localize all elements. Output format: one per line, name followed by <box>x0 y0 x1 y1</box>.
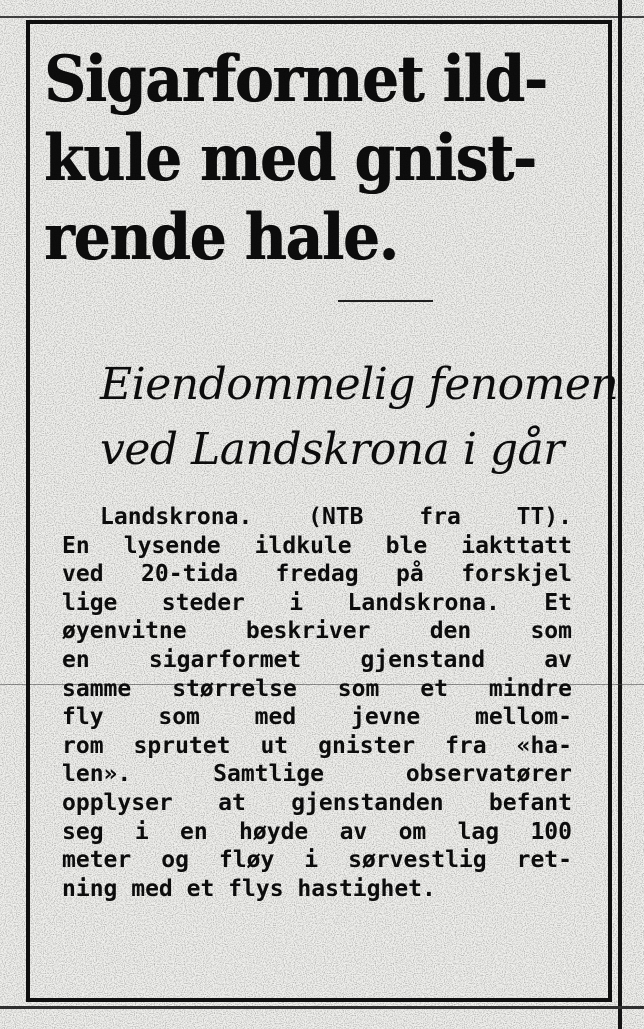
body-line: ning med et flys hastighet. <box>62 875 436 902</box>
headline-line: Sigarformet ild- <box>44 42 547 117</box>
body-line: ved 20-tida fredag på forskjel <box>62 561 572 588</box>
body-line: en sigarformet gjenstand av <box>62 646 572 673</box>
body-line: lige steder i Landskrona. Et <box>62 589 572 616</box>
right-column-rule <box>618 0 622 1029</box>
headline <box>44 40 548 277</box>
article-body <box>62 503 572 903</box>
body-line: rom sprutet ut gnister fra «ha- <box>62 732 572 759</box>
subheadline <box>100 352 619 482</box>
body-line: En lysende ildkule ble iakttatt <box>62 532 572 559</box>
body-line: samme størrelse som et mindre <box>62 675 572 702</box>
headline-line: rende hale. <box>44 200 398 275</box>
subheadline-line: ved Landskrona i går <box>100 424 564 475</box>
body-line: opplyser at gjenstanden befant <box>62 789 572 816</box>
body-line: seg i en høyde av om lag 100 <box>62 818 572 845</box>
body-line: len». Samtlige observatører <box>62 761 572 788</box>
body-line: meter og fløy i sørvestlig ret- <box>62 847 572 874</box>
top-column-rule <box>0 16 644 18</box>
headline-underline <box>338 300 433 302</box>
subheadline-line: Eiendommelig fenomen <box>100 359 619 410</box>
body-line: øyenvitne beskriver den som <box>62 618 572 645</box>
bottom-column-rule <box>0 1006 644 1009</box>
body-line: Landskrona. (NTB fra TT). <box>100 504 572 530</box>
body-line: fly som med jevne mellom- <box>62 704 572 731</box>
headline-line: kule med gnist- <box>44 121 536 196</box>
